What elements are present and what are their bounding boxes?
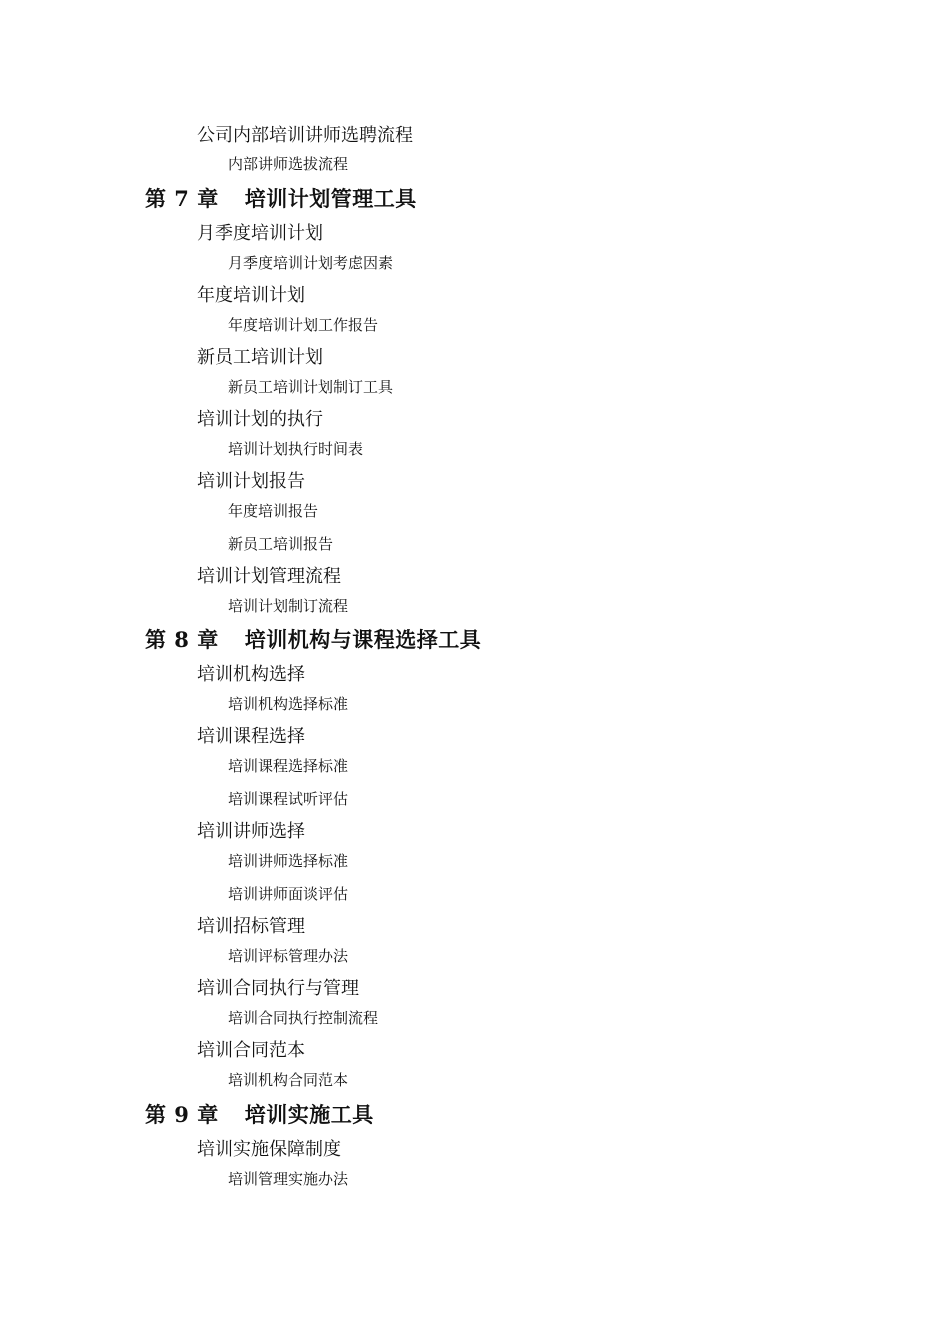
toc-subsection (228, 759, 348, 774)
toc-subsection (228, 887, 348, 902)
toc-subsection (228, 537, 333, 552)
toc-subsection-label: 新员工培训报告 (228, 535, 334, 553)
toc-subsection-label: 年度培训报告 (228, 502, 319, 520)
toc-section (197, 411, 323, 429)
toc-section-label: 培训合同执行与管理 (197, 978, 359, 999)
chapter-number: 第 9 章 (145, 1102, 219, 1127)
toc-subsection (228, 442, 363, 457)
toc-chapter-heading (145, 629, 481, 650)
toc-subsection (228, 854, 348, 869)
toc-section (197, 728, 305, 746)
toc-subsection (228, 1073, 348, 1088)
toc-section (197, 127, 413, 145)
toc-section (197, 349, 323, 367)
toc-section (197, 1042, 305, 1060)
toc-subsection-label: 培训计划执行时间表 (228, 440, 364, 458)
toc-section-label: 培训机构选择 (197, 664, 305, 685)
chapter-title: 培训计划管理工具 (244, 186, 417, 211)
toc-subsection (228, 380, 393, 395)
toc-subsection-label: 培训课程试听评估 (228, 790, 349, 808)
chapter-number: 第 7 章 (145, 186, 219, 211)
toc-section-label: 培训计划管理流程 (197, 566, 341, 587)
toc-section-label: 培训计划报告 (197, 471, 305, 492)
toc-section-label: 培训讲师选择 (197, 821, 305, 842)
toc-section-label: 培训课程选择 (197, 726, 305, 747)
toc-section (197, 980, 359, 998)
toc-subsection-label: 新员工培训计划制订工具 (228, 378, 394, 396)
toc-subsection (228, 1011, 378, 1026)
toc-chapter-heading (145, 1104, 374, 1125)
toc-subsection (228, 318, 378, 333)
toc-subsection-label: 内部讲师选拔流程 (228, 155, 349, 173)
toc-section-label: 培训招标管理 (197, 916, 305, 937)
chapter-number: 第 8 章 (145, 627, 219, 652)
toc-section (197, 225, 323, 243)
toc-section-label: 公司内部培训讲师选聘流程 (197, 125, 413, 146)
toc-subsection-label: 培训管理实施办法 (228, 1170, 349, 1188)
toc-subsection-label: 年度培训计划工作报告 (228, 316, 379, 334)
toc-subsection (228, 256, 393, 271)
toc-subsection (228, 792, 348, 807)
toc-subsection (228, 1172, 348, 1187)
toc-section (197, 666, 305, 684)
toc-subsection-label: 培训讲师选择标准 (228, 852, 349, 870)
toc-section (197, 823, 305, 841)
toc-subsection-label: 月季度培训计划考虑因素 (228, 254, 394, 272)
toc-section (197, 1141, 341, 1159)
toc-section-label: 年度培训计划 (197, 285, 305, 306)
toc-section-label: 新员工培训计划 (197, 347, 323, 368)
toc-subsection (228, 157, 348, 172)
toc-section-label: 培训实施保障制度 (197, 1139, 341, 1160)
toc-subsection-label: 培训机构选择标准 (228, 695, 349, 713)
toc-subsection (228, 697, 348, 712)
toc-section (197, 287, 305, 305)
toc-subsection (228, 504, 318, 519)
toc-section (197, 918, 305, 936)
toc-subsection-label: 培训计划制订流程 (228, 597, 349, 615)
toc-section (197, 568, 341, 586)
toc-subsection-label: 培训合同执行控制流程 (228, 1009, 379, 1027)
toc-subsection (228, 949, 348, 964)
chapter-title: 培训机构与课程选择工具 (244, 627, 482, 652)
toc-section (197, 473, 305, 491)
toc-subsection (228, 599, 348, 614)
toc-subsection-label: 培训评标管理办法 (228, 947, 349, 965)
toc-subsection-label: 培训讲师面谈评估 (228, 885, 349, 903)
chapter-title: 培训实施工具 (244, 1102, 374, 1127)
toc-chapter-heading (145, 188, 417, 209)
toc-subsection-label: 培训课程选择标准 (228, 757, 349, 775)
toc-section-label: 培训计划的执行 (197, 409, 323, 430)
toc-subsection-label: 培训机构合同范本 (228, 1071, 349, 1089)
toc-section-label: 培训合同范本 (197, 1040, 305, 1061)
toc-section-label: 月季度培训计划 (197, 223, 323, 244)
